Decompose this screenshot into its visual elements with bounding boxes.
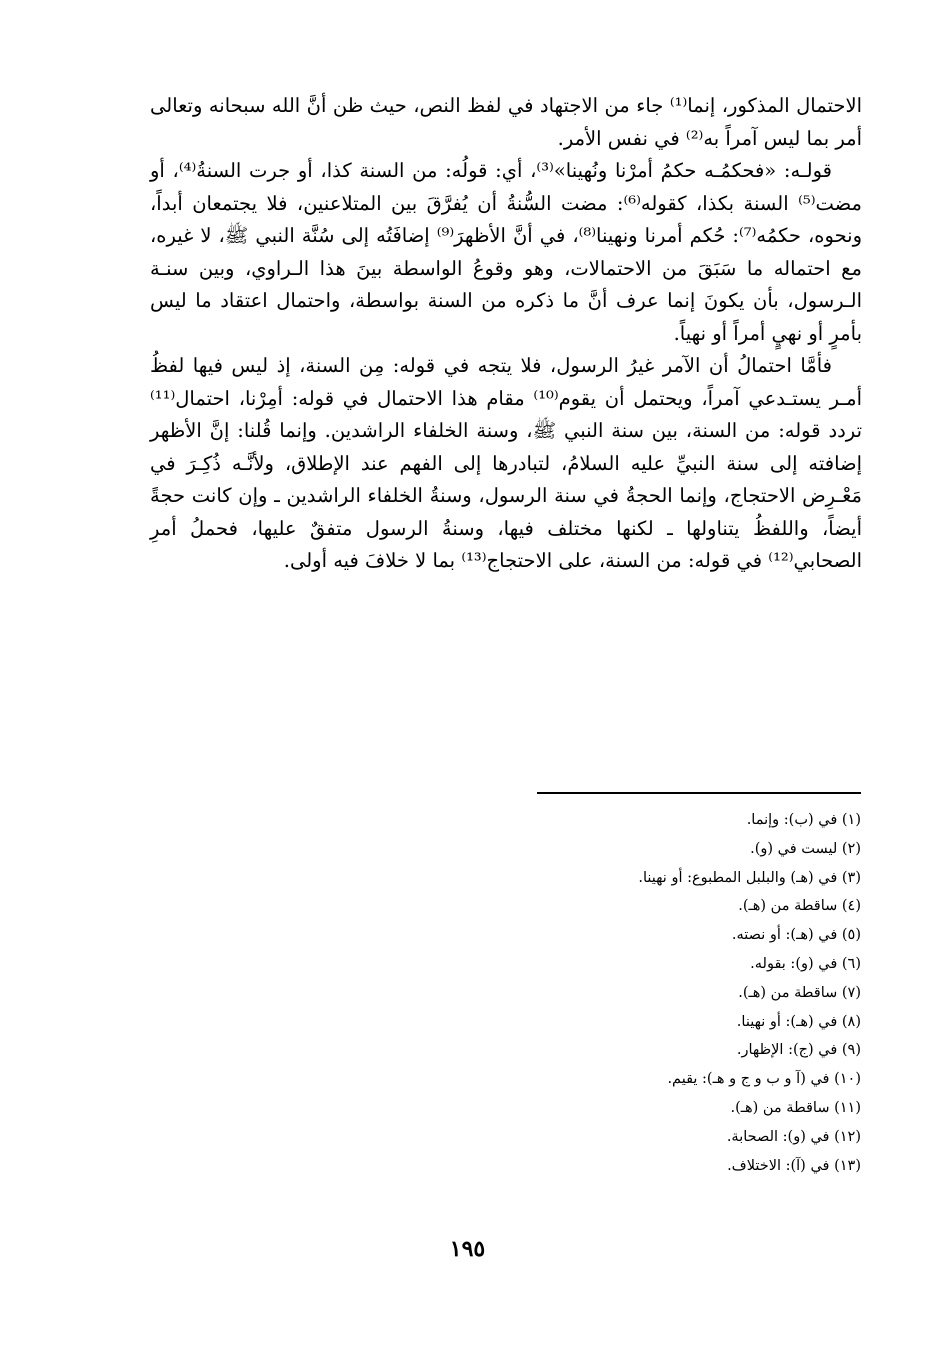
footnote: (١١) ساقطة من (هـ).: [730, 1099, 861, 1116]
footnote: (٥) في (هـ): أو نصته.: [731, 927, 861, 944]
footnote: (٧) ساقطة من (هـ).: [738, 984, 861, 1001]
footnote: (١٢) في (و): الصحابة.: [726, 1128, 861, 1145]
paragraph: الاحتمال المذكور، إنما⁽¹⁾ جاء من الاجتهاد في لفظ النص، حيث ظن أنَّ الله سبحانه وتعالى أمر بما ليس آمراً به⁽²⁾ في نفس الأمر.: [150, 94, 862, 150]
footnote: (١٣) في (آ): الاختلاف.: [727, 1157, 861, 1174]
paragraph: قولـه: «فحكمُـه حكمُ أمرْنا ونُهينا»⁽³⁾، أي: قولُه: من السنة كذا، أو جرت السنةُ⁽⁴⁾، أو مضت⁽⁵⁾ السنة بكذا، كقوله⁽⁶⁾: مضت السُّنةُ أن يُفرَّقَ بين المتلاعنين، فلا يجتمعان أبداً، ونحوه، حكمُه⁽⁷⁾: حُكم أمرنا ونهينا⁽⁸⁾، في أنَّ الأظهرَ⁽⁹⁾ إضافَتُه إلى سُنَّة النبي ﷺ، لا غيره، مع احتماله ما سَبَقَ من الاحتمالات، وهو وقوعُ الواسطة بينَ هذا الـراوي، وبين سنـة الـرسول، بأن يكونَ إنما عرف أنَّ ما ذكره من السنة بواسطة، واحتمال اعتقاد ما ليس بأمرٍ أو نهيٍ أمراً أو نهياً.: [150, 159, 863, 345]
footnote: (٩) في (ج): الإظهار.: [736, 1042, 861, 1059]
paragraph: فأمَّا احتمالُ أن الآمر غيرُ الرسول، فلا يتجه في قوله: مِن السنة، إذ ليس فيها لفظُ أمـر يستـدعي آمراً، ويحتمل أن يقوم⁽¹⁰⁾ مقام هذا الاحتمال في قوله: أمِرْنا، احتمال⁽¹¹⁾ تردد قوله: من السنة، بين سنة النبي ﷺ، وسنة الخلفاء الراشدين. وإنما قُلنا: إنَّ الأظهر إضافته إلى سنة النبيِّ عليه السلامُ، لتبادرها إلى الفهم عند الإطلاق، ولأنَّـه ذُكِـرَ في مَعْـرِض الاحتجاج، وإنما الحجةُ في سنة الرسول، وسنةُ الخلفاء الراشدين ـ وإن كانت حجةً أيضاً، واللفظُ يتناولها ـ لكنها مختلف فيها، وسنةُ الرسول متفقٌ عليها، فحملُ أمرِ الصحابي⁽¹²⁾ في قوله: من السنة، على الاحتجاج⁽¹³⁾ بما لا خلافَ فيه أولى.: [150, 354, 862, 572]
footnote: (١٠) في (آ و ب و ج و هـ): يقيم.: [667, 1071, 861, 1088]
footnote: (٣) في (هـ) والبلبل المطبوع: أو نهينا.: [638, 869, 861, 886]
footnote: (٢) ليست في (و).: [750, 840, 861, 857]
footnote: (٨) في (هـ): أو نهينا.: [736, 1013, 861, 1030]
footnote: (٤) ساقطة من (هـ).: [738, 898, 861, 915]
footnote: (١) في (ب): وإنما.: [746, 812, 861, 828]
footnote-divider: [537, 792, 861, 794]
main-text: [150, 90, 862, 578]
page-number: ١٩٥: [449, 1236, 486, 1262]
footnotes-list: [400, 806, 861, 1180]
footnote: (٦) في (و): بقوله.: [750, 955, 861, 972]
